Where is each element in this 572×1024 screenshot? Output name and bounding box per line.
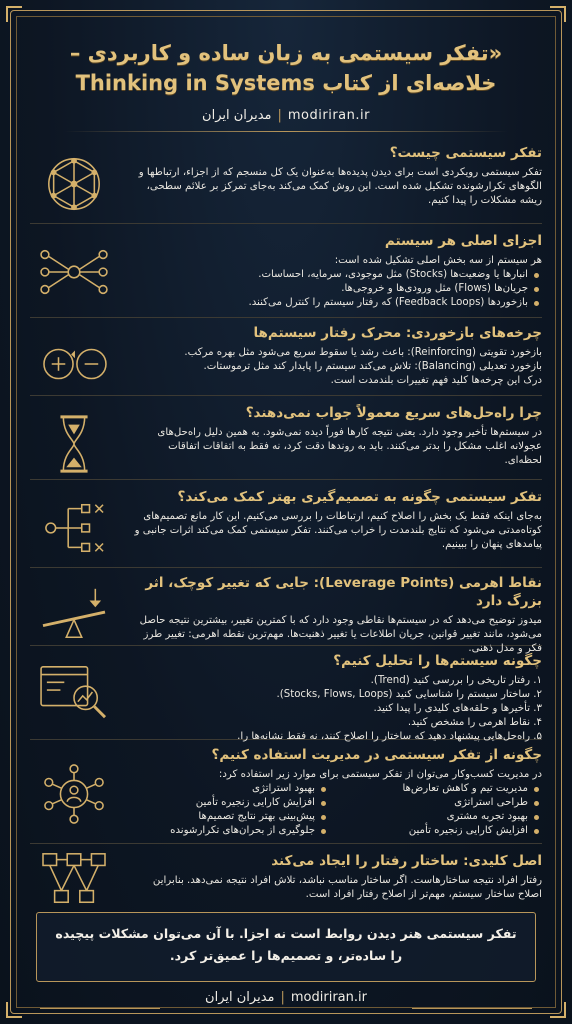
list-item: انبارها یا وضعیت‌ها (Stocks) مثل موجودی، سرمایه، احساسات. <box>130 268 528 282</box>
section-leverage-points <box>30 574 542 654</box>
section-feedback-loops <box>30 324 542 396</box>
footer-divider <box>40 1008 160 1009</box>
section-analysis <box>30 652 542 740</box>
list-item: مدیریت تیم و کاهش تعارض‌ها <box>343 782 528 796</box>
loop-icon <box>30 330 118 398</box>
bullet-columns <box>130 782 542 838</box>
bullet-list-right <box>343 782 542 838</box>
section-title: چرا راه‌حل‌های سریع معمولاً جواب نمی‌دهند؟ <box>245 405 542 421</box>
header-divider <box>64 131 508 132</box>
section-title: چگونه از تفکر سیستمی در مدیریت استفاده کنیم؟ <box>211 747 542 763</box>
network-icon <box>30 150 118 218</box>
section-body: تفکر سیستمی رویکردی است برای دیدن پدیده‌ها به‌عنوان یک کل منسجم که از اجزاء، ارتباطها و الگوهای تکرارشونده تشکیل شده است. این روش کمک می‌کند به‌جای تمرکز بر علائم سطحی، ریشه مشکلات را پیدا کنیم. <box>138 167 542 206</box>
section-body: در سیستم‌ها تأخیر وجود دارد. یعنی نتیجه کارها فوراً دیده نمی‌شود. به همین دلیل راه‌حل‌های عجولانه اغلب مشکل را بدتر می‌کنند. باید به روندها دقت کرد، نه فقط به اتفاقات اتفاقات لحظه‌ای. <box>157 427 542 466</box>
footer-site-name-fa: مدیران ایران <box>205 990 275 1005</box>
flow-icon <box>30 238 118 306</box>
list-item: افزایش کارایی زنجیره تأمین <box>343 824 528 838</box>
list-item: افزایش کارایی زنجیره تأمین <box>130 796 315 810</box>
summary-callout: تفکر سیستمی هنر دیدن روابط است نه اجزا. با آن می‌توان مشکلات پیچیده را ساده‌تر، و تصمیم‌ها را عمیق‌تر کرد. <box>36 912 536 982</box>
section-line: ۱. رفتار تاریخی را بررسی کنید (Trend). <box>370 675 542 686</box>
section-line: بازخورد تقویتی (Reinforcing): باعث رشد یا سقوط سریع می‌شود مثل بهره مرکب. <box>184 347 542 358</box>
section-line: ۳. تأخیرها و حلقه‌های کلیدی را پیدا کنید. <box>373 703 542 714</box>
page-title-line1: «تفکر سیستمی به زبان ساده و کاربردی – <box>69 41 503 65</box>
list-item: جریان‌ها (Flows) مثل ورودی‌ها و خروجی‌ها. <box>130 282 528 296</box>
section-line: بازخورد تعدیلی (Balancing): تلاش می‌کند سیستم را پایدار کند مثل ترموستات. <box>203 361 542 372</box>
list-item: بازخوردها (Feedback Loops) که رفتار سیستم را کنترل می‌کنند. <box>130 296 528 310</box>
section-line: ۲. ساختار سیستم را شناسایی کنید (Stocks, Flows, Loops). <box>276 689 542 700</box>
bullet-list-left <box>130 782 329 838</box>
section-intro: هر سیستم از سه بخش اصلی تشکیل شده است: <box>334 255 542 266</box>
section-title: اصل کلیدی: ساختار رفتار را ایجاد می‌کند <box>271 853 542 869</box>
list-item: پیش‌بینی بهتر نتایج تصمیم‌ها <box>130 810 315 824</box>
list-item: بهبود استراتژی <box>130 782 315 796</box>
section-title: تفکر سیستمی چگونه به تصمیم‌گیری بهتر کمک می‌کند؟ <box>177 489 542 505</box>
section-key-principle <box>30 852 542 906</box>
footer-divider <box>412 1008 532 1009</box>
section-title: تفکر سیستمی چیست؟ <box>389 145 542 161</box>
section-decision-making <box>30 488 542 568</box>
section-title: نقاط اهرمی (Leverage Points): جایی که تغییر کوچک، اثر بزرگ دارد <box>145 575 542 609</box>
list-item: بهبود تجربه مشتری <box>343 810 528 824</box>
frame-corner <box>550 6 566 22</box>
page-header <box>24 38 548 132</box>
page-footer: مدیران ایران | modiriran.ir <box>0 990 572 1024</box>
section-body: به‌جای اینکه فقط یک بخش را اصلاح کنیم، ارتباطات را بررسی می‌کنیم. این کار مانع تصمیم‌های کوتاه‌مدتی می‌شود که نتایج بلندمدت را خراب می‌کنند. تفکر سیستمی کمک می‌کند اثرات جانبی و پیامدهای پنهان را ببینیم. <box>134 511 542 550</box>
section-title: اجزای اصلی هر سیستم <box>384 233 542 249</box>
section-components <box>30 232 542 318</box>
bullet-list <box>130 268 542 310</box>
lever-icon <box>30 580 118 648</box>
footer-site-url[interactable]: modiriran.ir <box>290 990 367 1005</box>
section-line: درک این چرخه‌ها کلید فهم تغییرات بلندمدت است. <box>330 375 542 386</box>
section-quick-fixes <box>30 404 542 480</box>
section-body: میدوز توضیح می‌دهد که در سیستم‌ها نقاطی وجود دارد که با کمترین تغییر، بیشترین نتیجه حاصل می‌شود، مانند تغییر قوانین، جریان اطلاعات یا تغییر ذهنیت‌ها. مهم‌ترین نقطه اهرمی: تغییر طرز فکر و مدل ذهنی. <box>139 615 542 654</box>
site-url[interactable]: modiriran.ir <box>287 108 370 123</box>
site-credit: مدیران ایران | modiriran.ir <box>202 108 370 123</box>
section-title: چگونه سیستم‌ها را تحلیل کنیم؟ <box>333 653 542 669</box>
management-icon <box>30 760 118 828</box>
structure-icon <box>30 852 118 906</box>
section-what-is <box>30 144 542 224</box>
frame-corner <box>6 6 22 22</box>
section-body: رفتار افراد نتیجه ساختارهاست. اگر ساختار مناسب نباشد، تلاش افراد نتیجه نمی‌دهد. بنابراین اصلاح ساختار سیستم، مهم‌تر از اصلاح رفتار افراد است. <box>152 875 542 900</box>
analysis-icon <box>30 658 118 726</box>
section-line: ۵. راه‌حل‌هایی پیشنهاد دهید که ساختار را اصلاح کنند، نه فقط نشانه‌ها را. <box>237 731 542 742</box>
site-name-fa: مدیران ایران <box>202 108 272 123</box>
section-title: چرخه‌های بازخوردی: محرک رفتار سیستم‌ها <box>253 325 542 341</box>
section-management <box>30 746 542 844</box>
list-item: طراحی استراتژی <box>343 796 528 810</box>
page-title-line2: خلاصه‌ای از کتاب Thinking in Systems <box>75 71 497 95</box>
hourglass-icon <box>30 410 118 478</box>
section-intro: در مدیریت کسب‌وکار می‌توان از تفکر سیستمی برای موارد زیر استفاده کرد: <box>218 769 542 780</box>
section-line: ۴. نقاط اهرمی را مشخص کنید. <box>407 717 542 728</box>
decision-icon <box>30 494 118 562</box>
list-item: جلوگیری از بحران‌های تکرارشونده <box>130 824 315 838</box>
